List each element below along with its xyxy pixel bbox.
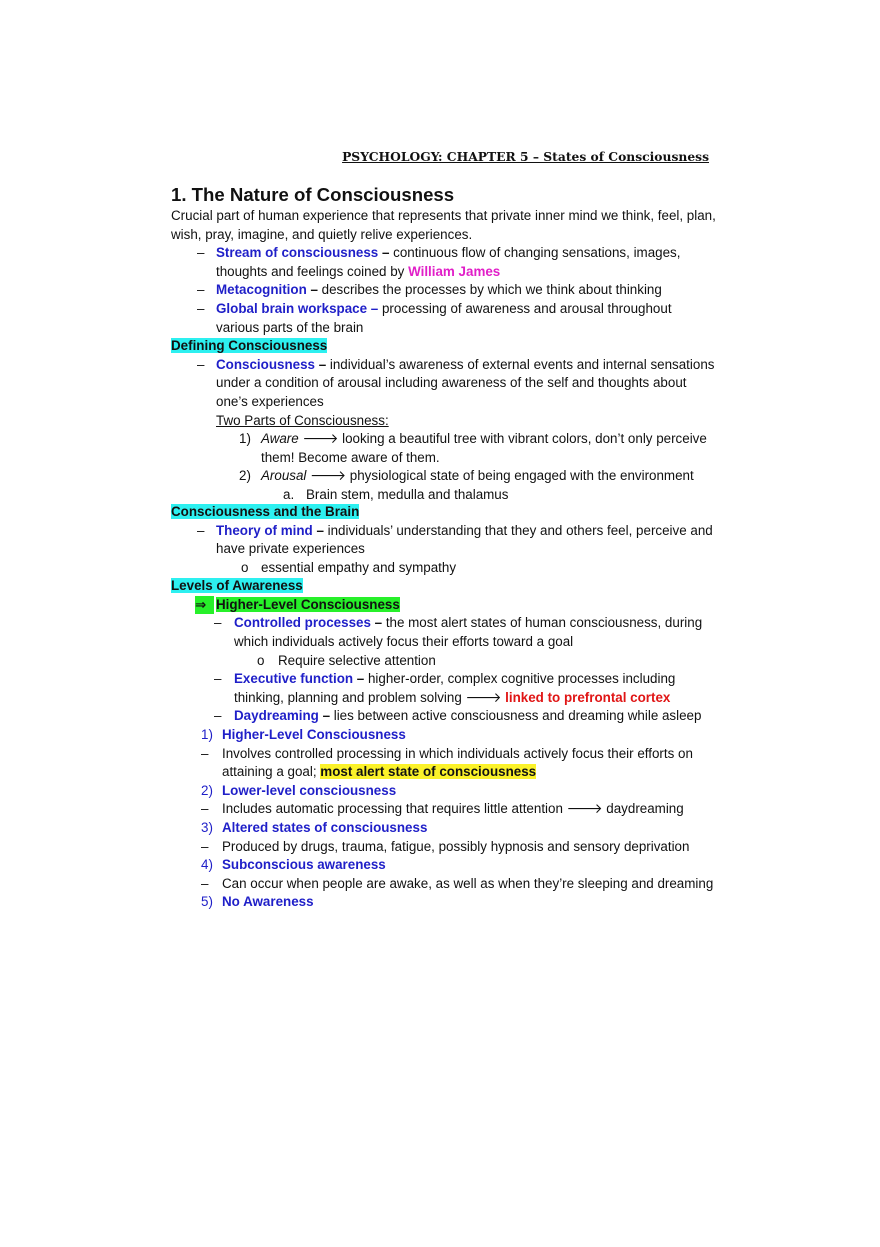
- term: Consciousness: [216, 356, 315, 372]
- dash-bullet: –: [197, 522, 205, 538]
- list-item: ⇒ Higher-Level Consciousness: [171, 596, 716, 615]
- dash-bullet: –: [214, 615, 222, 631]
- numbered-level: 2) Lower-level consciousness: [201, 782, 397, 798]
- term: Stream of consciousness: [216, 245, 379, 261]
- dash-bullet: –: [201, 801, 209, 817]
- arrow-icon: 🡒: [302, 431, 339, 447]
- double-arrow-icon: ⇒: [195, 596, 214, 615]
- list-item: – Global brain workspace – processing of awareness and arousal throughout various parts of the brain: [197, 300, 672, 335]
- list-item: a. Brain stem, medulla and thalamus: [283, 486, 509, 502]
- list-item: – Produced by drugs, trauma, fatigue, possibly hypnosis and sensory deprivation: [171, 838, 716, 857]
- list-item: – Daydreaming – lies between active consciousness and dreaming while asleep: [171, 707, 716, 726]
- intro-paragraph: Crucial part of human experience that represents that private inner mind we think, feel, plan, wish, pray, imagine, and quietly relive experiences.: [171, 208, 716, 242]
- arrow-icon: 🡒: [465, 689, 502, 705]
- list-item: 1) Aware 🡒 looking a beautiful tree with vibrant colors, don’t only perceive them! Become aware of them.: [239, 431, 707, 465]
- list-item: – Can occur when people are awake, as well as when they’re sleeping and dreaming: [171, 875, 716, 894]
- dash-bullet: –: [197, 245, 205, 261]
- two-parts-label: Two Parts of Consciousness:: [216, 412, 389, 428]
- dash-bullet: –: [201, 745, 209, 761]
- term: Arousal: [261, 468, 307, 484]
- section-title: 1. The Nature of Consciousness: [171, 184, 455, 205]
- subsection-heading-brain: Consciousness and the Brain: [171, 503, 360, 519]
- arrow-icon: 🡒: [566, 801, 603, 817]
- dash-bullet: –: [197, 282, 205, 298]
- arrow-icon: 🡒: [310, 468, 347, 484]
- term: Theory of mind: [216, 522, 313, 538]
- list-item: – Stream of consciousness – continuous flow of changing sensations, images, thoughts and feelings coined by William James: [197, 245, 681, 279]
- numbered-level: 5) No Awareness: [201, 894, 314, 910]
- name-highlight: William James: [408, 263, 501, 279]
- dash-bullet: –: [197, 356, 205, 372]
- list-item: o Require selective attention: [171, 652, 716, 671]
- list-item: – Controlled processes – the most alert states of human consciousness, during which individuals actively focus their efforts toward a goal: [214, 615, 703, 650]
- dash-bullet: –: [214, 671, 222, 687]
- term: Metacognition: [216, 282, 307, 298]
- term: Executive function: [234, 671, 354, 687]
- list-item: – Metacognition – describes the processes by which we think about thinking: [171, 281, 716, 300]
- circle-bullet: o: [257, 652, 265, 668]
- subsection-heading-defining: Defining Consciousness: [171, 338, 328, 354]
- subsection-heading-levels: Levels of Awareness: [171, 578, 303, 594]
- dash-bullet: –: [214, 708, 222, 724]
- numbered-level: 4) Subconscious awareness: [201, 857, 386, 873]
- term: Controlled processes: [234, 615, 371, 631]
- list-item: – Includes automatic processing that requires little attention 🡒 daydreaming: [171, 800, 716, 819]
- dash-bullet: –: [201, 875, 209, 891]
- dash-bullet: –: [197, 300, 205, 316]
- list-item: o essential empathy and sympathy: [171, 559, 716, 578]
- page-header: PSYCHOLOGY: CHAPTER 5 – States of Consciousness: [342, 149, 709, 164]
- numbered-level: 3) Altered states of consciousness: [201, 820, 428, 835]
- numbered-level: 1) Higher-Level Consciousness: [201, 727, 406, 743]
- term: Daydreaming: [234, 708, 319, 724]
- document-content: [171, 146, 716, 912]
- list-item: 2) Arousal 🡒 physiological state of being engaged with the environment: [239, 468, 694, 484]
- list-item: – Executive function – higher-order, complex cognitive processes including thinking, planning and problem solving 🡒 linked to prefrontal cortex: [214, 671, 676, 705]
- term: Aware: [261, 431, 299, 447]
- circle-bullet: o: [241, 559, 249, 575]
- list-item: – Theory of mind – individuals’ understanding that they and others feel, perceive and have private experiences: [197, 522, 713, 557]
- list-item: – Involves controlled processing in which individuals actively focus their efforts on attaining a goal; most alert state of consciousness: [201, 745, 693, 780]
- dash-bullet: –: [201, 838, 209, 854]
- term: Global brain workspace: [216, 300, 368, 316]
- list-item: – Consciousness – individual’s awareness of external events and internal sensations under a condition of arousal including awareness of the self and thoughts about one’s experiences: [197, 356, 715, 409]
